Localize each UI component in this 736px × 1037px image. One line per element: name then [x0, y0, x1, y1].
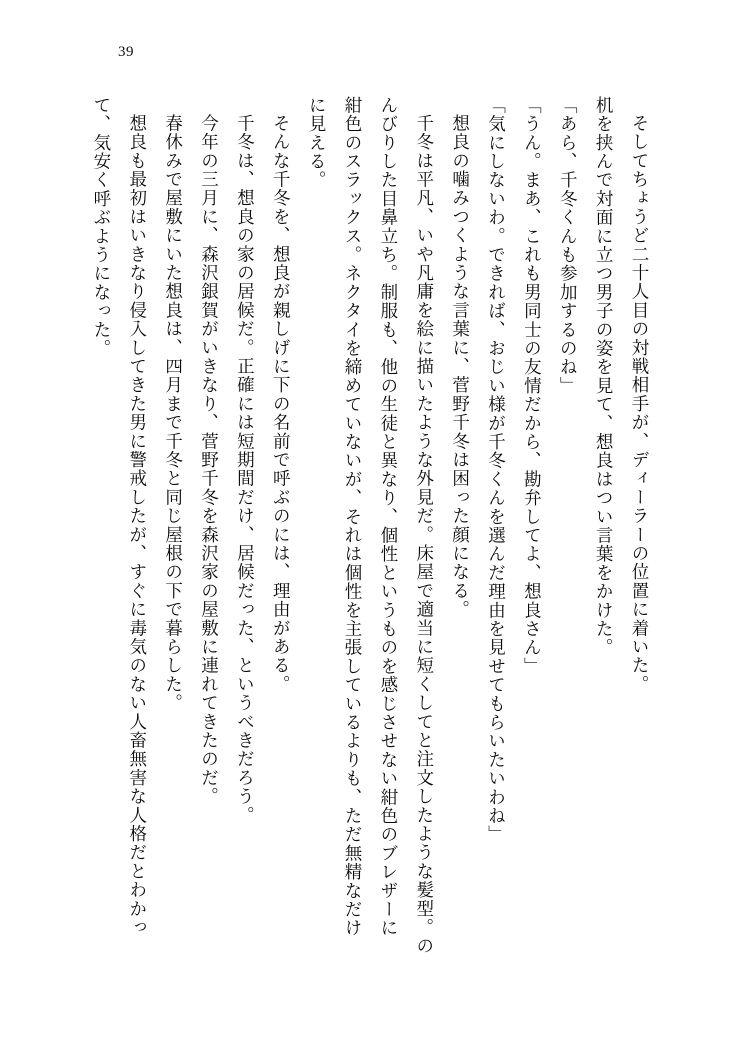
paragraph: 千冬は平凡、いや凡庸を絵に描いたような外見だ。床屋で適当に短くしてと注文したような髪型。のんびりした目鼻立ち。制服も、他の生徒と異なり、個性というものを感じさせない紺色のブレザーに紺色のスラックス。ネクタイを締めていないが、それは個性を主張しているよりも、ただ無精なだけに見える。 — [306, 96, 434, 955]
paragraph: 想良の噛みつくような言葉に、菅野千冬は困った顔になる。 — [449, 113, 470, 619]
paragraph: そんな千冬を、想良が親しげに下の名前で呼ぶのには、理由がある。 — [270, 113, 291, 694]
paragraph: 「うん。まあ、これも男同士の友情だから、勘弁してよ、想良さん」 — [521, 96, 542, 676]
paragraph: 「あら、千冬くんも参加するのね」 — [557, 96, 578, 396]
paragraph: 机を挟んで対面に立つ男子の姿を見て、想良はつい言葉をかけた。 — [593, 96, 614, 657]
paragraph: そしてちょうど二十人目の対戦相手が、ディーラーの位置に着いた。 — [629, 113, 649, 694]
paragraph: 「気にしないわ。できれば、おじい様が千冬くんを選んだ理由を見せてもらいたいわね」 — [485, 96, 506, 844]
paragraph: 千冬は、想良の家の居候だ。正確には短期間だけ、居候だった、というべきだろう。 — [234, 113, 255, 825]
paragraph: 今年の三月に、森沢銀賀がいきなり、菅野千冬を森沢家の屋敷に連れてきたのだ。 — [198, 113, 219, 806]
paragraph: 想良も最初はいきなり侵入してきた男に警戒したが、すぐに毒気のない人畜無害な人格だとわかって、気安く呼ぶようになった。 — [90, 96, 147, 937]
page-number: 39 — [118, 44, 134, 60]
paragraph: 春休みで屋敷にいた想良は、四月まで千冬と同じ屋根の下で暮らした。 — [162, 113, 183, 712]
body-text-vertical — [86, 96, 656, 956]
